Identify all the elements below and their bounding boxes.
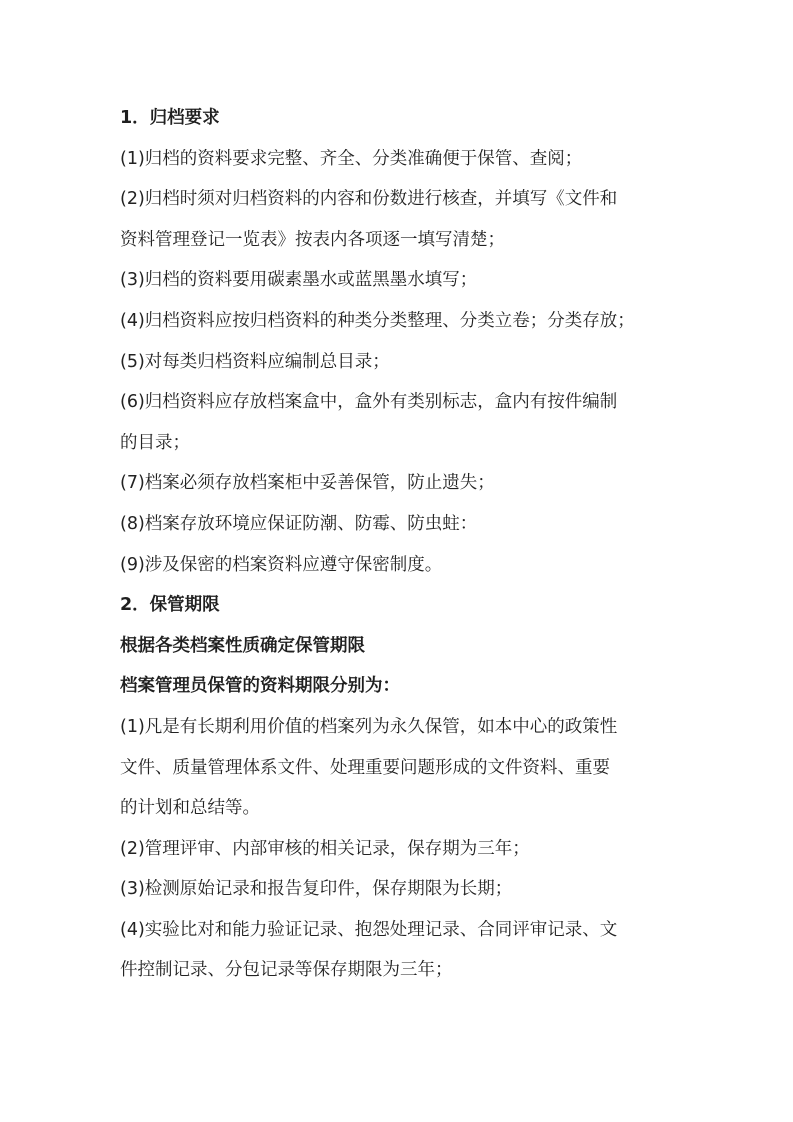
paragraph-line: (8)档案存放环境应保证防潮、防霉、防虫蛀： — [120, 513, 478, 534]
paragraph-line: (6)归档资料应存放档案盒中，盒外有类别标志，盒内有按件编制 — [120, 392, 618, 413]
paragraph-line: 件控制记录、分包记录等保存期限为三年； — [120, 960, 453, 981]
paragraph-line: (1)凡是有长期利用价值的档案列为永久保管，如本中心的政策性 — [120, 716, 618, 737]
paragraph-line: 资料管理登记一览表》按表内各项逐一填写清楚； — [120, 229, 505, 250]
subheading-basis: 根据各类档案性质确定保管期限 — [120, 635, 365, 656]
paragraph-line: 文件、质量管理体系文件、处理重要问题形成的文件资料、重要 — [120, 757, 610, 778]
paragraph-line: (3)检测原始记录和报告复印件，保存期限为长期； — [120, 879, 513, 900]
paragraph-line: (7)档案必须存放档案柜中妥善保管，防止遗失； — [120, 473, 495, 494]
paragraph-line: (3)归档的资料要用碳素墨水或蓝黑墨水填写； — [120, 270, 478, 291]
paragraph-line: (2)管理评审、内部审核的相关记录，保存期为三年； — [120, 838, 530, 859]
section-heading-retention-period: 2．保管期限 — [120, 595, 220, 616]
paragraph-line: 的目录； — [120, 432, 190, 453]
section-heading-archiving-requirements: 1．归档要求 — [120, 108, 220, 128]
paragraph-line: (4)归档资料应按归档资料的种类分类整理、分类立卷；分类存放； — [120, 310, 635, 331]
paragraph-line: (4)实验比对和能力验证记录、抱怨处理记录、合同评审记录、文 — [120, 919, 618, 940]
paragraph-line: (9)涉及保密的档案资料应遵守保密制度。 — [120, 554, 443, 575]
subheading-period-list: 档案管理员保管的资料期限分别为： — [120, 676, 400, 697]
paragraph-line: (1)归档的资料要求完整、齐全、分类准确便于保管、查阅； — [120, 148, 583, 169]
paragraph-line: 的计划和总结等。 — [120, 798, 260, 819]
paragraph-line: (2)归档时须对归档资料的内容和份数进行核查，并填写《文件和 — [120, 189, 618, 210]
paragraph-line: (5)对每类归档资料应编制总目录； — [120, 351, 390, 372]
document-body — [120, 98, 680, 991]
